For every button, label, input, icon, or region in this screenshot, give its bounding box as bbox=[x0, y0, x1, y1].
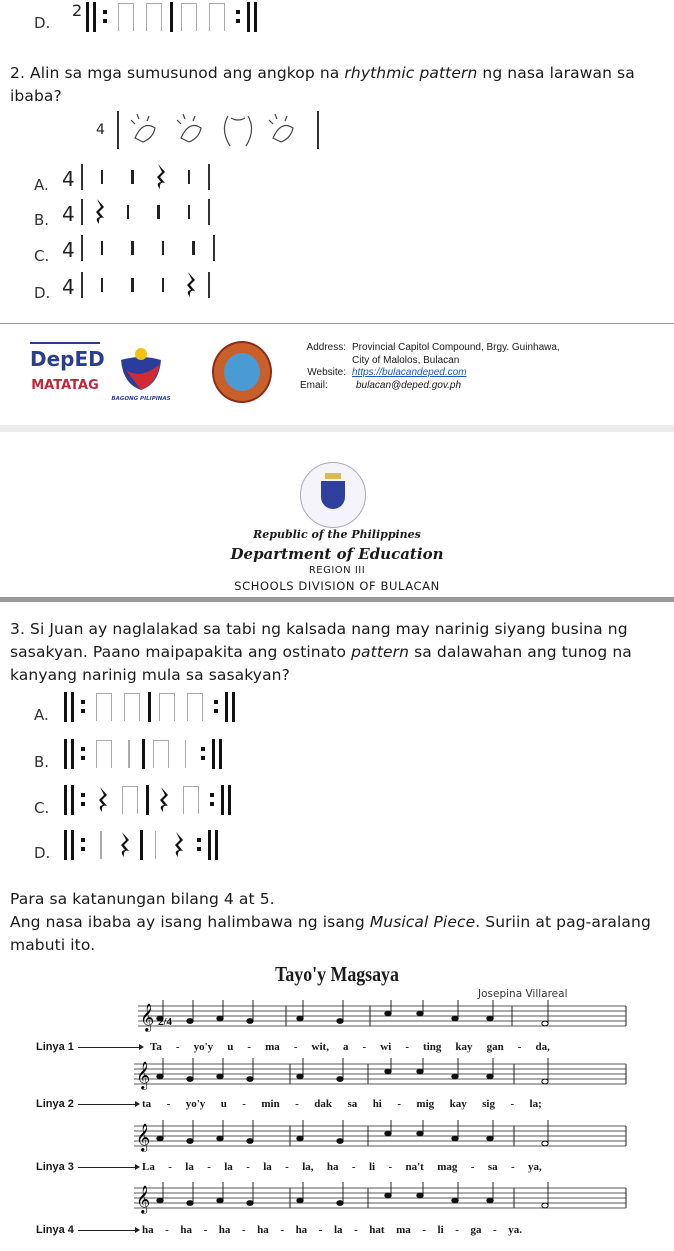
arrow-icon bbox=[78, 1047, 140, 1048]
lyric-syllable: ha bbox=[180, 1224, 193, 1236]
lyric-syllable: sig bbox=[482, 1098, 495, 1110]
email-label: Email: bbox=[300, 379, 328, 391]
note-head bbox=[385, 1193, 391, 1198]
syllable-hyphen: - bbox=[362, 1041, 367, 1053]
note-head bbox=[542, 1203, 548, 1208]
instruction-text: Ang nasa ibaba ay isang halimbawa ng isang bbox=[10, 913, 370, 931]
lyric-syllable: kay bbox=[455, 1041, 473, 1053]
syllable-hyphen: - bbox=[175, 1041, 180, 1053]
lyric-syllable: ha bbox=[326, 1161, 339, 1173]
note-head bbox=[542, 1021, 548, 1026]
lyric-syllable: ma bbox=[265, 1041, 280, 1053]
note-head bbox=[542, 1079, 548, 1084]
line-label-text: Linya 4 bbox=[36, 1224, 74, 1236]
lyric-syllable: li bbox=[437, 1224, 444, 1236]
syllable-hyphen: - bbox=[246, 1161, 250, 1173]
note-head bbox=[297, 1016, 303, 1021]
lyric-syllable: min bbox=[261, 1098, 280, 1110]
lyric-syllable: la bbox=[333, 1224, 343, 1236]
lyric-syllable: hat bbox=[369, 1224, 385, 1236]
song-composer: Josepina Villareal bbox=[478, 988, 568, 1000]
syllable-hyphen: - bbox=[295, 1098, 299, 1110]
option-label: D. bbox=[34, 284, 51, 302]
note-head bbox=[187, 1077, 193, 1082]
syllable-hyphen: - bbox=[247, 1041, 252, 1053]
note-head bbox=[217, 1074, 223, 1079]
option-label: A. bbox=[34, 176, 49, 194]
question-text: 2. Alin sa mga sumusunod ang angkop na bbox=[10, 64, 345, 82]
syllable-hyphen: - bbox=[397, 1098, 401, 1110]
lyric-syllable: ga bbox=[470, 1224, 482, 1236]
email-value: bulacan@deped.gov.ph bbox=[356, 379, 462, 391]
lyric-syllable: ya, bbox=[528, 1161, 542, 1173]
note-head bbox=[487, 1016, 493, 1021]
line-label-text: Linya 3 bbox=[36, 1161, 74, 1173]
note-head bbox=[337, 1019, 343, 1024]
instruction-line-1: Para sa katanungan bilang 4 at 5. bbox=[10, 890, 275, 908]
lyric-syllable: wit, bbox=[311, 1041, 329, 1053]
lyric-syllable: u bbox=[227, 1041, 234, 1053]
time-signature: 4 bbox=[62, 238, 75, 262]
lyric-syllable: ha bbox=[257, 1224, 269, 1236]
note-head bbox=[187, 1139, 193, 1144]
lyric-syllable: la bbox=[224, 1161, 233, 1173]
lyric-syllable: ha bbox=[142, 1224, 154, 1236]
instruction-text-end: . Suriin at pag-aralang mabuti ito. bbox=[10, 913, 651, 954]
arrow-icon bbox=[78, 1167, 136, 1168]
lyric-syllable: Ta bbox=[150, 1041, 162, 1053]
lyric-syllable: u bbox=[220, 1098, 227, 1110]
lyrics-row bbox=[142, 1098, 542, 1110]
syllable-hyphen: - bbox=[203, 1224, 208, 1236]
note-head bbox=[452, 1136, 458, 1141]
republic-heading: Republic of the Philippines bbox=[253, 528, 421, 541]
region-heading: REGION III bbox=[308, 565, 366, 576]
line-label bbox=[36, 1224, 136, 1236]
note-head bbox=[487, 1136, 493, 1141]
note-head bbox=[247, 1019, 253, 1024]
option-label: B. bbox=[34, 753, 50, 771]
lyric-syllable: ha bbox=[295, 1224, 308, 1236]
lyric-syllable: la; bbox=[529, 1098, 542, 1110]
note-head bbox=[157, 1198, 163, 1203]
lyric-syllable: gan bbox=[486, 1041, 504, 1053]
lyrics-row bbox=[150, 1041, 550, 1053]
instruction-italic: Musical Piece bbox=[369, 913, 476, 931]
lyrics-row bbox=[142, 1224, 522, 1236]
option-label: D. bbox=[34, 844, 51, 862]
arrow-icon bbox=[78, 1104, 136, 1105]
lyric-syllable: hi bbox=[372, 1098, 382, 1110]
note-head bbox=[385, 1131, 391, 1136]
lyric-syllable: dak bbox=[314, 1098, 333, 1110]
lyric-syllable: la bbox=[185, 1161, 194, 1173]
note-head bbox=[417, 1069, 423, 1074]
division-heading: SCHOOLS DIVISION OF BULACAN bbox=[234, 579, 440, 593]
note-head bbox=[417, 1011, 423, 1016]
note-head bbox=[452, 1074, 458, 1079]
lyric-syllable: mig bbox=[416, 1098, 435, 1110]
lyric-syllable: ya. bbox=[508, 1224, 522, 1236]
note-head bbox=[247, 1139, 253, 1144]
option-label: C. bbox=[34, 247, 50, 265]
question-italic: rhythmic pattern bbox=[344, 64, 478, 82]
note-head bbox=[452, 1198, 458, 1203]
option-label: B. bbox=[34, 211, 50, 229]
treble-clef-icon: 𝄞 bbox=[136, 1123, 151, 1151]
question-italic: pattern bbox=[351, 643, 410, 661]
time-signature: 2/4 bbox=[158, 1016, 173, 1028]
lyrics-row bbox=[142, 1161, 542, 1173]
syllable-hyphen: - bbox=[242, 1098, 246, 1110]
matatag-logo-text: MATATAG bbox=[31, 378, 99, 393]
note-head bbox=[297, 1136, 303, 1141]
lyric-syllable: sa bbox=[487, 1161, 498, 1173]
syllable-hyphen: - bbox=[351, 1161, 356, 1173]
syllable-hyphen: - bbox=[280, 1224, 285, 1236]
time-signature: 4 bbox=[96, 122, 105, 138]
line-label bbox=[36, 1098, 136, 1110]
lyric-syllable: ting bbox=[423, 1041, 442, 1053]
syllable-hyphen: - bbox=[470, 1161, 475, 1173]
note-head bbox=[542, 1141, 548, 1146]
note-head bbox=[217, 1136, 223, 1141]
syllable-hyphen: - bbox=[455, 1224, 459, 1236]
note-head bbox=[452, 1016, 458, 1021]
syllable-hyphen: - bbox=[388, 1161, 393, 1173]
note-head bbox=[247, 1077, 253, 1082]
line-label-text: Linya 2 bbox=[36, 1098, 74, 1110]
note-head bbox=[487, 1074, 493, 1079]
syllable-hyphen: - bbox=[165, 1224, 169, 1236]
option-label: D. bbox=[34, 14, 51, 32]
lyric-syllable: li bbox=[368, 1161, 376, 1173]
lyric-syllable: kay bbox=[449, 1098, 467, 1110]
note-head bbox=[337, 1077, 343, 1082]
website-link[interactable]: https://bulacandeped.com bbox=[352, 367, 467, 378]
note-head bbox=[157, 1136, 163, 1141]
syllable-hyphen: - bbox=[510, 1161, 515, 1173]
lyric-syllable: ma bbox=[396, 1224, 411, 1236]
treble-clef-icon: 𝄞 bbox=[140, 1003, 155, 1031]
note-head bbox=[157, 1074, 163, 1079]
syllable-hyphen: - bbox=[510, 1098, 515, 1110]
syllable-hyphen: - bbox=[285, 1161, 289, 1173]
time-signature: 4 bbox=[62, 202, 75, 226]
time-signature: 4 bbox=[62, 167, 75, 191]
note-head bbox=[337, 1201, 343, 1206]
line-label bbox=[36, 1041, 140, 1053]
syllable-hyphen: - bbox=[293, 1041, 298, 1053]
syllable-hyphen: - bbox=[168, 1161, 172, 1173]
question-text: 3. Si Juan ay naglalakad sa tabi ng kalsada nang may narinig siyang busina ng sasakyan. Paano maipapakita ang ostinato bbox=[10, 620, 628, 661]
bagong-pilipinas-text: BAGONG PILIPINAS bbox=[111, 396, 171, 402]
syllable-hyphen: - bbox=[354, 1224, 358, 1236]
address-value-2: City of Malolos, Bulacan bbox=[352, 354, 460, 366]
lyric-syllable: mag bbox=[437, 1161, 458, 1173]
deped-logo-text: DepED bbox=[30, 347, 105, 371]
department-heading: Department of Education bbox=[230, 545, 444, 563]
lyric-syllable: wi bbox=[380, 1041, 392, 1053]
syllable-hyphen: - bbox=[318, 1224, 323, 1236]
lyric-syllable: La bbox=[142, 1161, 155, 1173]
treble-clef-icon: 𝄞 bbox=[136, 1061, 151, 1089]
line-label-text: Linya 1 bbox=[36, 1041, 74, 1053]
note-head bbox=[385, 1069, 391, 1074]
line-label bbox=[36, 1161, 136, 1173]
website-label: Website: bbox=[307, 367, 346, 378]
song-title: Tayo'y Magsaya bbox=[275, 962, 399, 986]
note-head bbox=[247, 1201, 253, 1206]
note-head bbox=[217, 1016, 223, 1021]
note-head bbox=[217, 1198, 223, 1203]
question-text-end: sa dalawahan ang tunog na kanyang narinig mula sa sasakyan? bbox=[10, 643, 632, 684]
lyric-syllable: la, bbox=[302, 1161, 314, 1173]
syllable-hyphen: - bbox=[422, 1224, 426, 1236]
lyric-syllable: la bbox=[263, 1161, 272, 1173]
time-signature: 4 bbox=[62, 275, 75, 299]
lyric-syllable: ha bbox=[218, 1224, 231, 1236]
syllable-hyphen: - bbox=[492, 1224, 497, 1236]
syllable-hyphen: - bbox=[405, 1041, 409, 1053]
syllable-hyphen: - bbox=[517, 1041, 522, 1053]
lyric-syllable: yo'y bbox=[193, 1041, 214, 1053]
time-signature: 2 bbox=[72, 1, 83, 20]
syllable-hyphen: - bbox=[166, 1098, 171, 1110]
option-label: A. bbox=[34, 706, 49, 724]
address-label: Address: bbox=[306, 342, 346, 353]
lyric-syllable: ta bbox=[142, 1098, 152, 1110]
lyric-syllable: a bbox=[343, 1041, 349, 1053]
address-value: Provincial Capitol Compound, Brgy. Guinhawa, bbox=[352, 342, 560, 353]
syllable-hyphen: - bbox=[241, 1224, 246, 1236]
lyric-syllable: da, bbox=[535, 1041, 550, 1053]
syllable-hyphen: - bbox=[207, 1161, 211, 1173]
treble-clef-icon: 𝄞 bbox=[136, 1185, 151, 1213]
note-head bbox=[417, 1193, 423, 1198]
question-text-end: ng nasa larawan sa ibaba? bbox=[10, 64, 635, 105]
note-head bbox=[337, 1139, 343, 1144]
note-head bbox=[487, 1198, 493, 1203]
note-head bbox=[187, 1201, 193, 1206]
lyric-syllable: yo'y bbox=[185, 1098, 206, 1110]
note-head bbox=[187, 1019, 193, 1024]
lyric-syllable: na't bbox=[405, 1161, 424, 1173]
lyric-syllable: sa bbox=[347, 1098, 358, 1110]
note-head bbox=[297, 1074, 303, 1079]
note-head bbox=[417, 1131, 423, 1136]
option-label: C. bbox=[34, 799, 50, 817]
arrow-icon bbox=[78, 1230, 136, 1231]
note-head bbox=[385, 1011, 391, 1016]
note-head bbox=[297, 1198, 303, 1203]
